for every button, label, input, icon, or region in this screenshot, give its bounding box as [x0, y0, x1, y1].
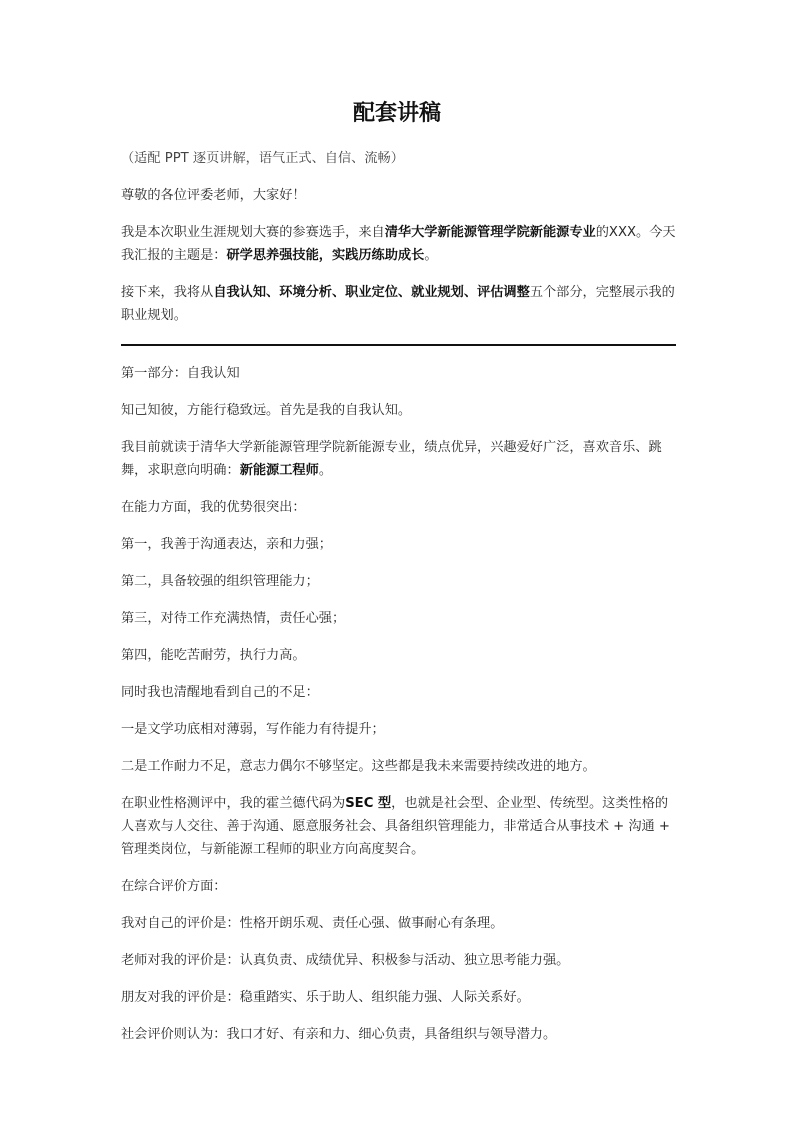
greeting-paragraph: 尊敬的各位评委老师，大家好！ — [121, 188, 306, 203]
strength-item: 第二，具备较强的组织管理能力； — [121, 574, 319, 589]
job-intent-bold: 新能源工程师 — [239, 463, 319, 478]
outline-paragraph — [121, 281, 676, 327]
evaluation-item: 朋友对我的评价是：稳重踏实、乐于助人、组织能力强、人际关系好。 — [121, 990, 530, 1005]
strength-item: 第一，我善于沟通表达，亲和力强； — [121, 537, 332, 552]
document-body — [121, 147, 676, 1060]
evaluation-item: 老师对我的评价是：认真负责、成绩优异、积极参与活动、独立思考能力强。 — [121, 953, 570, 968]
study-text-1: 我目前就读于清华大学新能源管理学院新能源专业，绩点优异，兴趣爱好广泛，喜欢音乐、跳舞，求职意向明确： — [121, 440, 662, 478]
intro-school-bold: 清华大学新能源管理学院新能源专业 — [384, 225, 596, 240]
section-opening: 知己知彼，方能行稳致远。首先是我的自我认知。 — [121, 403, 412, 418]
outline-text-1: 接下来，我将从 — [121, 285, 214, 300]
weakness-item: 二是工作耐力不足，意志力偶尔不够坚定。这些都是我未来需要持续改进的地方。 — [121, 759, 596, 774]
intro-theme-bold: 研学思养强技能，实践历练助成长 — [226, 248, 425, 263]
study-paragraph — [121, 436, 676, 482]
evaluation-item: 我对自己的评价是：性格开朗乐观、责任心强、做事耐心有条理。 — [121, 916, 504, 931]
personality-text-1: 在职业性格测评中，我的霍兰德代码为 — [121, 796, 346, 811]
intro-text-2: 的XXX。今天我汇报的主题是： — [121, 225, 676, 263]
ability-intro: 在能力方面，我的优势很突出： — [121, 500, 306, 515]
outline-text-2: 五个部分，完整展示我的职业规划。 — [121, 285, 675, 323]
evaluation-item: 社会评价则认为：我口才好、有亲和力、细心负责，具备组织与领导潜力。 — [121, 1027, 557, 1042]
personality-paragraph — [121, 792, 676, 861]
holland-code-bold: SEC 型 — [345, 796, 392, 811]
personality-text-2: ，也就是社会型、企业型、传统型。这类性格的人喜欢与人交往、善于沟通、愿意服务社会、具备组织管理能力，非常适合从事技术 + 沟通 + 管理类岗位，与新能源工程师的职业方向高度契合。 — [121, 796, 670, 857]
subtitle-note: （适配 PPT 逐页讲解，语气正式、自信、流畅） — [121, 151, 404, 166]
strength-item: 第三，对待工作充满热情，责任心强； — [121, 611, 346, 626]
intro-paragraph — [121, 221, 676, 267]
study-text-2: 。 — [318, 463, 332, 478]
strength-item: 第四，能吃苦耐劳，执行力高。 — [121, 648, 306, 663]
document-title: 配套讲稿 — [352, 101, 441, 126]
intro-text-1: 我是本次职业生涯规划大赛的参赛选手，来自 — [121, 225, 385, 240]
intro-text-3: 。 — [424, 248, 438, 263]
weakness-intro: 同时我也清醒地看到自己的不足： — [121, 685, 319, 700]
section-heading: 第一部分：自我认知 — [121, 366, 240, 381]
outline-parts-bold: 自我认知、环境分析、职业定位、就业规划、评估调整 — [213, 285, 530, 300]
evaluation-intro: 在综合评价方面： — [121, 879, 227, 894]
section-divider — [121, 344, 676, 346]
weakness-item: 一是文学功底相对薄弱，写作能力有待提升； — [121, 722, 385, 737]
